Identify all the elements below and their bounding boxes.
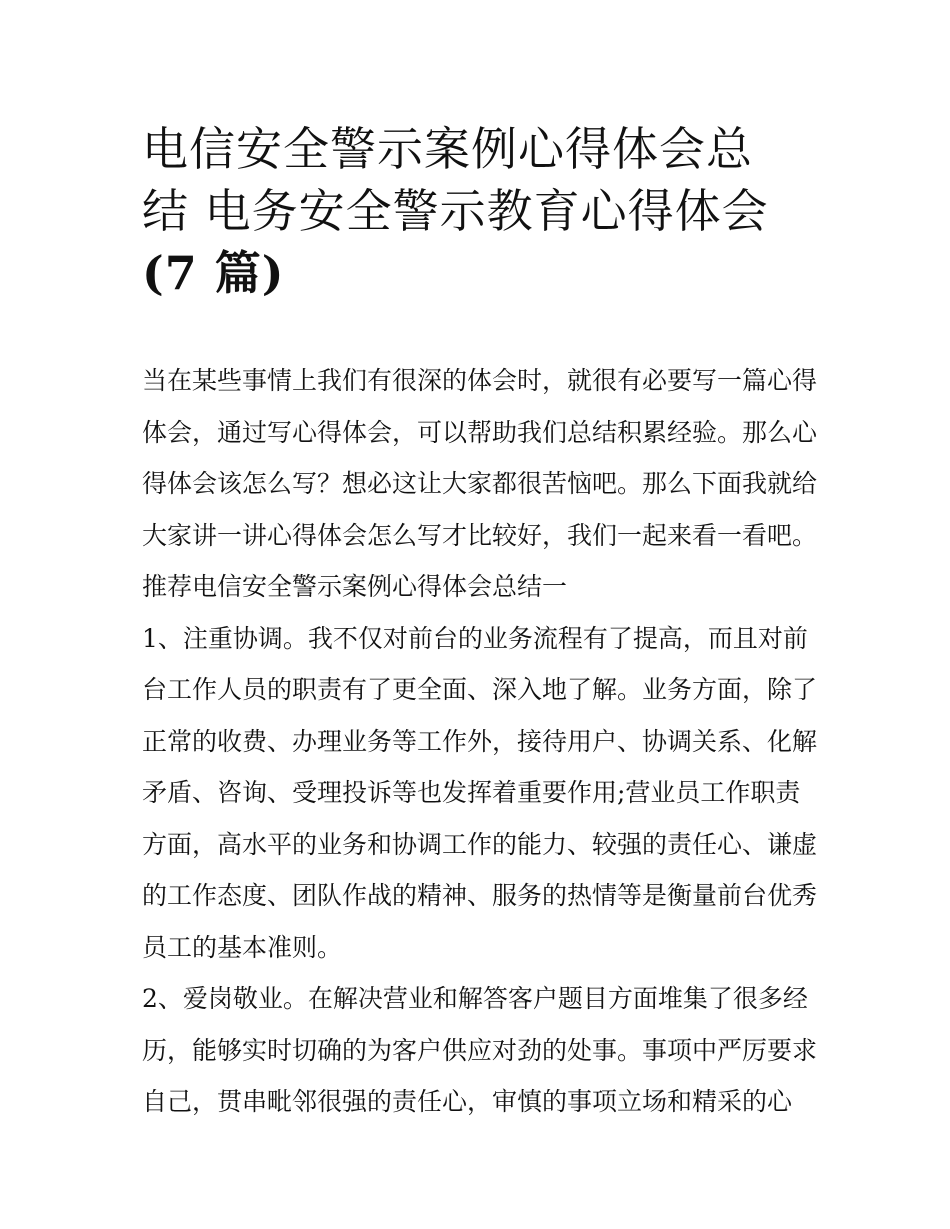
body-line-11: 的工作态度、团队作战的精神、服务的热情等是衡量前台优秀 xyxy=(142,881,818,910)
title-line-3: (7 篇) xyxy=(142,246,285,300)
body-line-6: 1、注重协调。我不仅对前台的业务流程有了提高，而且对前 xyxy=(142,623,808,653)
body-line-9: 矛盾、咨询、受理投诉等也发挥着重要作用;营业员工作职责 xyxy=(142,778,801,807)
title-line-1: 电信安全警示案例心得体会总 xyxy=(142,122,753,176)
body-line-7: 台工作人员的职责有了更全面、深入地了解。业务方面，除了 xyxy=(142,675,818,704)
body-line-13: 2、爱岗敬业。在解决营业和解答客户题目方面堆集了很多经 xyxy=(142,984,808,1013)
body-line-2: 体会，通过写心得体会，可以帮助我们总结积累经验。那么心 xyxy=(142,417,818,447)
document-body xyxy=(142,355,822,1128)
body-line-1: 当在某些事情上我们有很深的体会时，就很有必要写一篇心得 xyxy=(142,366,818,395)
body-line-3: 得体会该怎么写？想必这让大家都很苦恼吧。那么下面我就给 xyxy=(142,469,818,498)
body-line-4: 大家讲一讲心得体会怎么写才比较好，我们一起来看一看吧。 xyxy=(142,520,818,550)
body-line-8: 正常的收费、办理业务等工作外，接待用户、协调关系、化解 xyxy=(142,726,818,756)
body-line-15: 自己，贯串毗邻很强的责任心，审慎的事项立场和精采的心 xyxy=(142,1087,793,1116)
title-line-2: 结 电务安全警示教育心得体会 xyxy=(142,184,769,238)
body-line-14: 历，能够实时切确的为客户供应对劲的处事。事项中严厉要求 xyxy=(142,1035,818,1065)
body-line-12: 员工的基本准则。 xyxy=(142,932,343,962)
body-line-10: 方面，高水平的业务和协调工作的能力、较强的责任心、谦虚 xyxy=(142,829,818,859)
section-heading: 推荐电信安全警示案例心得体会总结一 xyxy=(142,572,568,601)
document-title xyxy=(142,118,832,304)
